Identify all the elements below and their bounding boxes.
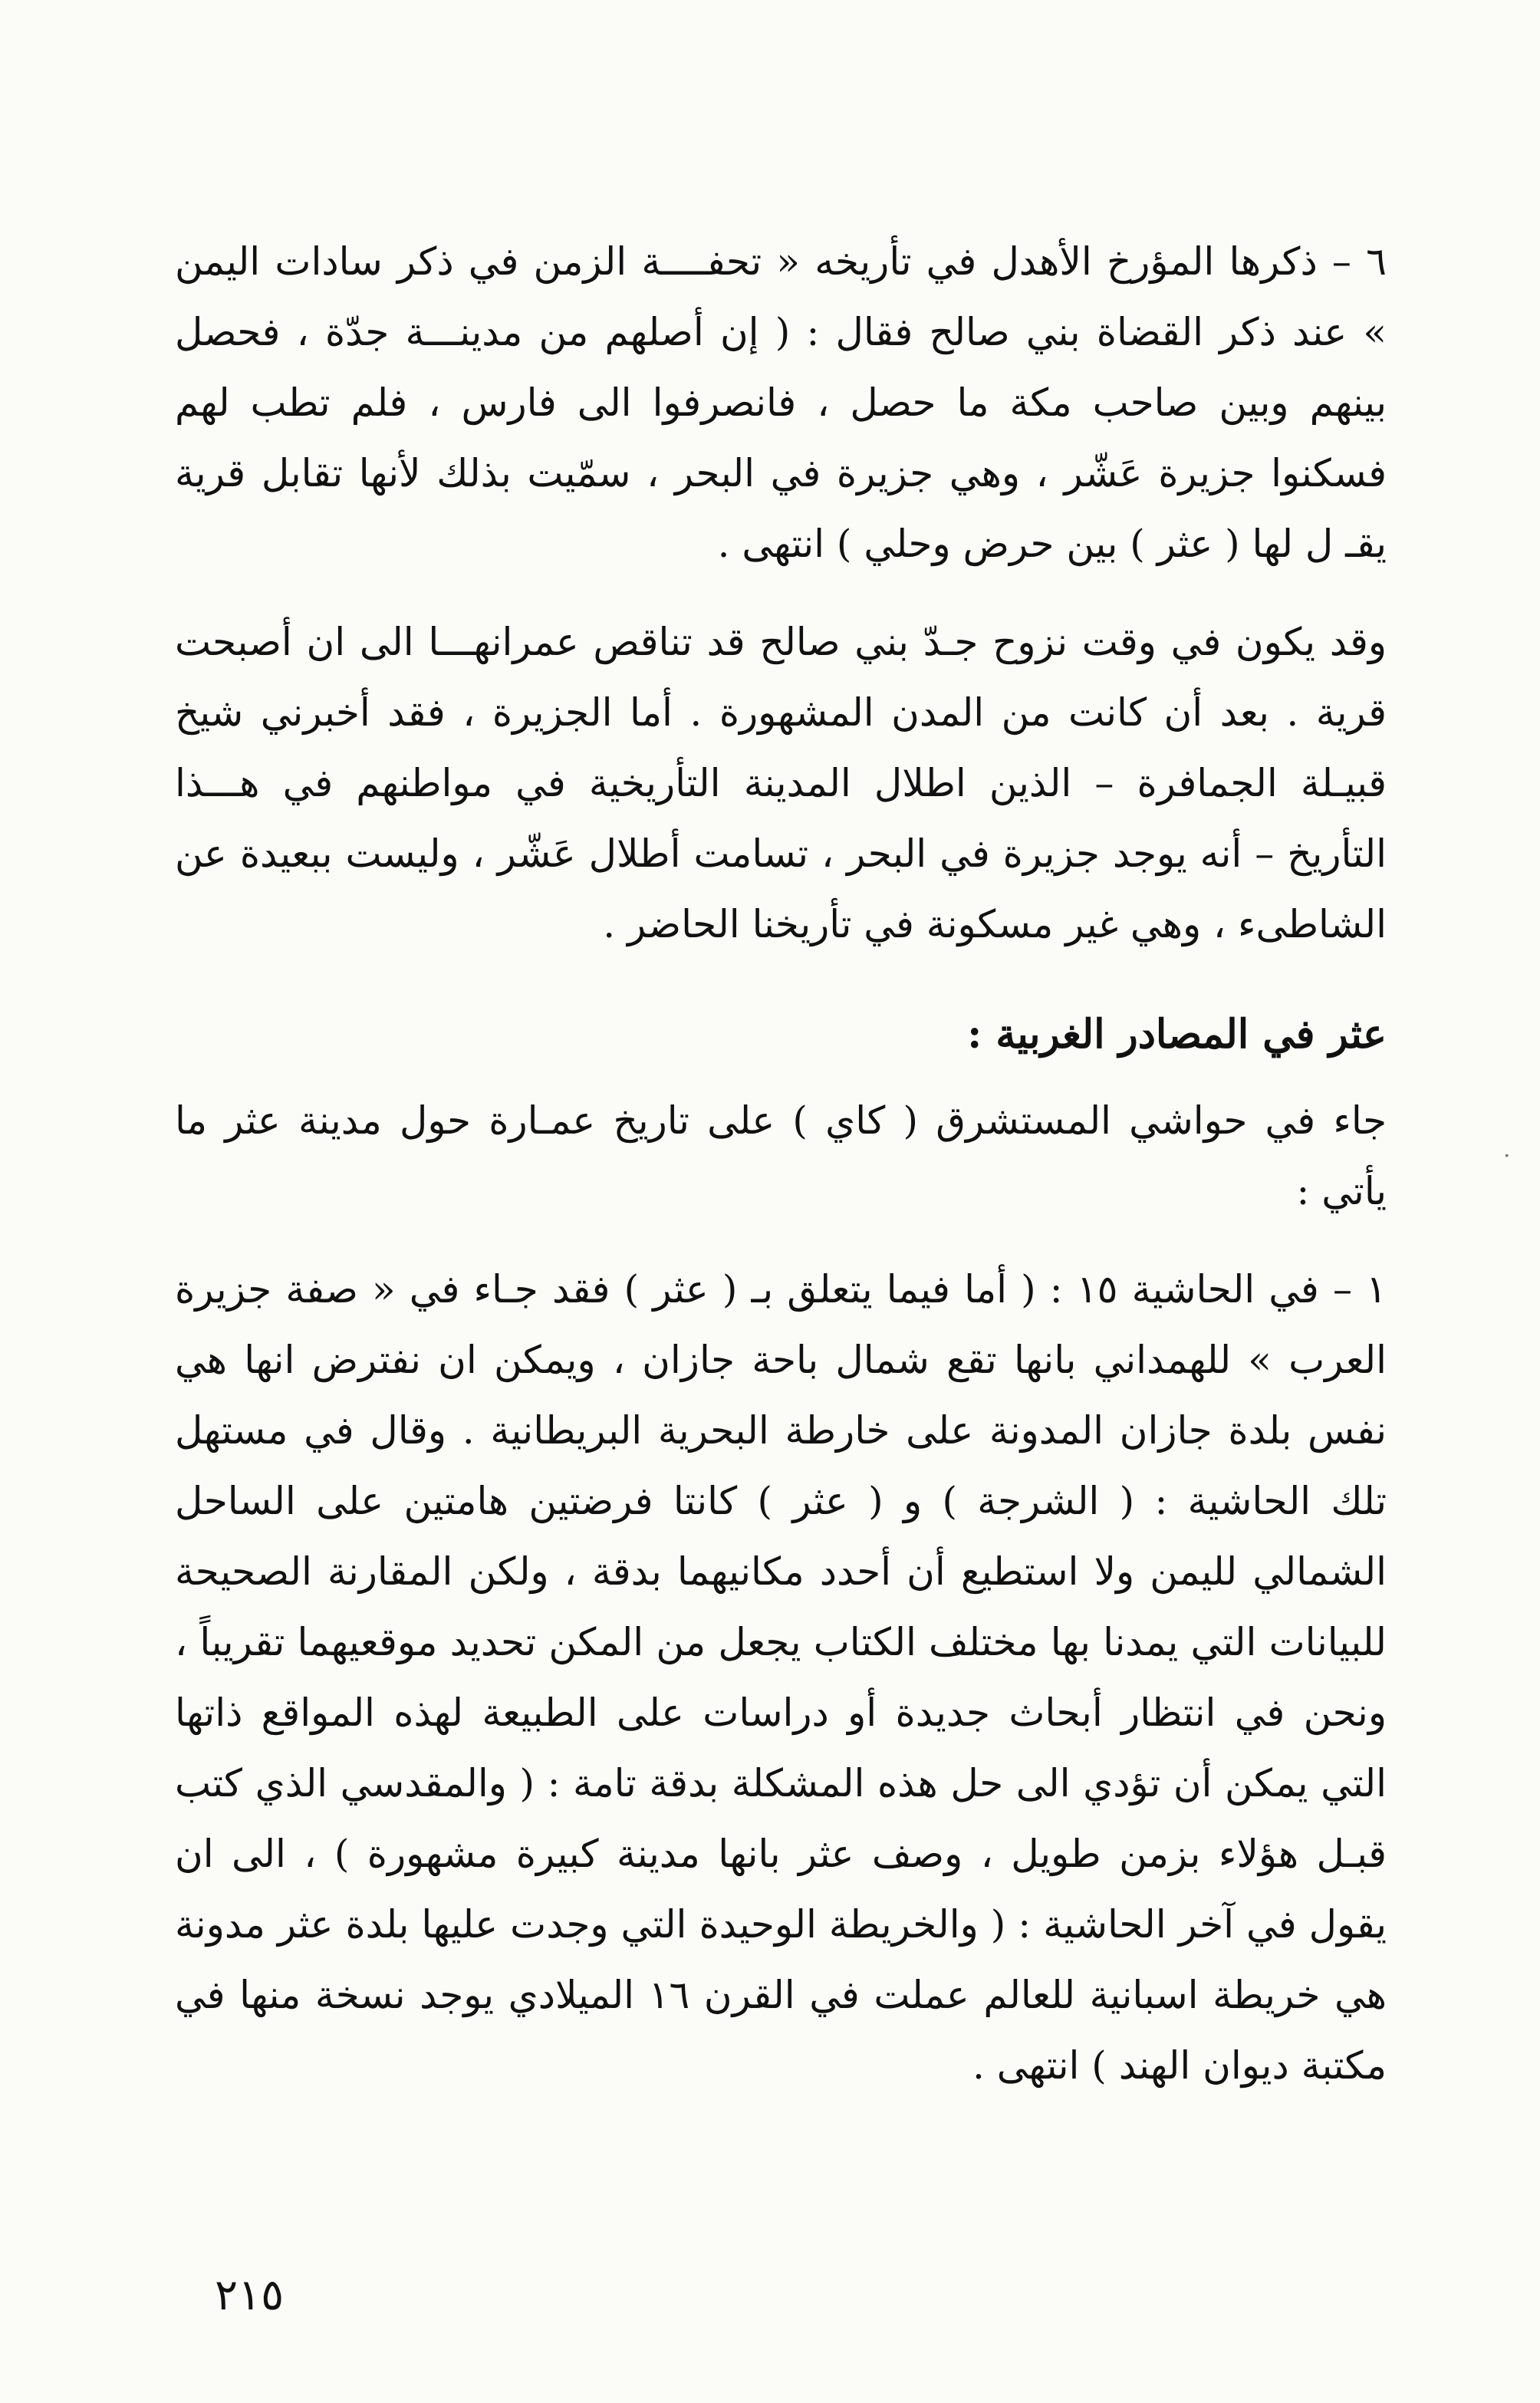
paragraph-ahdal-quote: ٦ – ذكرها المؤرخ الأهدل في تأريخه « تحفــــة الزمن في ذكر سادات اليمن » عند ذكر القضاة بني صالح فقال : ( إن أصلهم من مدينـــة جدّة ، فحصل بينهم وبين صاحب مكة ما حصل ، فانصرفوا الى فارس ، فلم تطب لهم فسكنوا جزيرة عَشّر ، وهي جزيرة في البحر ، سمّيت بذلك لأنها تقابل قرية يقـ ل لها ( عثر ) بين حرض وحلي ) انتهى . (175, 239, 1387, 566)
paragraph-footnote-15: ١ – في الحاشية ١٥ : ( أما فيما يتعلق بـ ( عثر ) فقد جـاء في « صفة جزيرة العرب » للهمداني بانها تقع شمال باحة جازان ، ويمكن ان نفترض انها هي نفس بلدة جازان المدونة على خارطة البحرية البريطانية . وقال في مستهل تلك الحاشية : ( الشرجة ) و ( عثر ) كانتا فرضتين هامتين على الساحل الشمالي لليمن ولا استطيع أن أحدد مكانيهما بدقة ، ولكن المقارنة الصحيحة للبيانات التي يمدنا بها مختلف الكتاب يجعل من المكن تحديد موقعيهما تقريباً ، ونحن في انتظار أبحاث جديدة أو دراسات على الطبيعة لهذه المواقع ذاتها التي يمكن أن تؤدي الى حل هذه المشكلة بدقة تامة : ( والمقدسي الذي كتب قبـل هؤلاء بزمن طويل ، وصف عثر بانها مدينة كبيرة مشهورة ) ، الى ان يقول في آخر الحاشية : ( والخريطة الوحيدة التي وجدت عليها بلدة عثر مدونة هي خريطة اسبانية للعالم عملت في القرن ١٦ الميلادي يوجد نسخة منها في مكتبة ديوان الهند ) انتهى . (175, 1267, 1387, 2088)
page-number: ٢١٥ (215, 2270, 285, 2320)
paragraph-island-description: وقد يكون في وقت نزوح جـدّ بني صالح قد تناقص عمرانهـــا الى ان أصبحت قرية . بعد أن كانت من المدن المشهورة . أما الجزيرة ، فقد أخبرني شيخ قبيـلة الجمافرة – الذين اطلال المدينة التأريخية في مواطنهم في هـــذا التأريخ – أنه يوجد جزيرة في البحر ، تسامت أطلال عَشّر ، وليست ببعيدة عن الشاطىء ، وهي غير مسكونة في تأريخنا الحاضر . (175, 620, 1387, 946)
paragraph-kay-intro: جاء في حواشي المستشرق ( كاي ) على تاريخ عمـارة حول مدينة عثر ما يأتي : (175, 1098, 1387, 1213)
margin-mark: · (1503, 1143, 1511, 1170)
text-body (175, 226, 1387, 2101)
section-heading: عثر في المصادر الغربية : (967, 1011, 1387, 1058)
